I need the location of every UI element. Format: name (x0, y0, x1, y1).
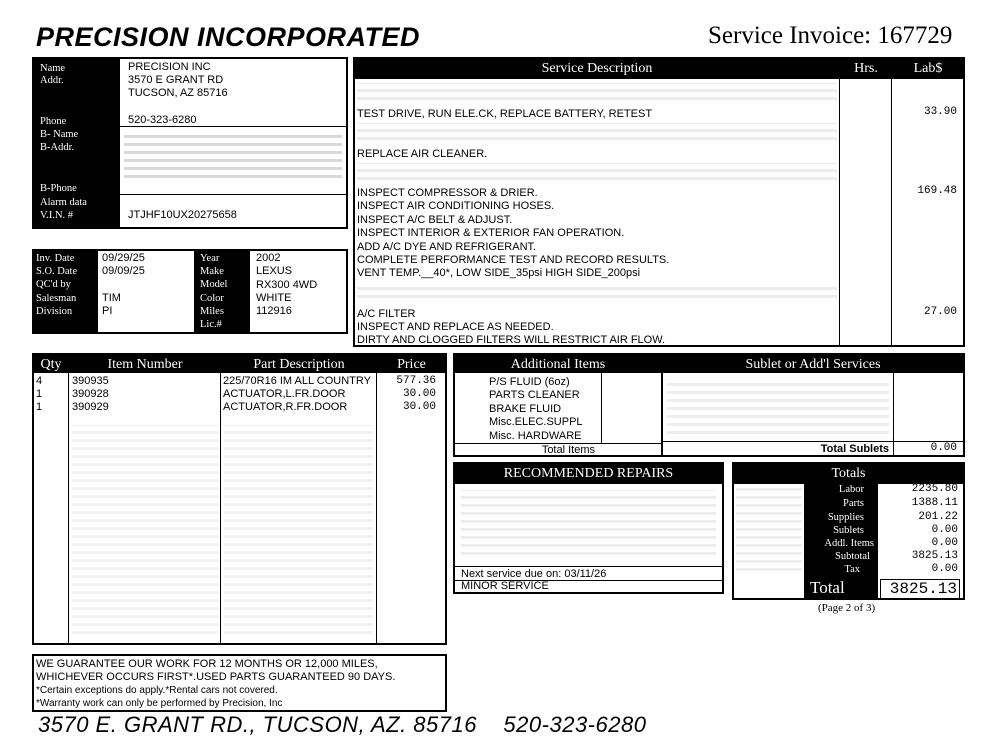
division: PI (102, 305, 113, 317)
service-header (355, 59, 963, 79)
parts-header (34, 355, 445, 373)
customer-addr1: 3570 E GRANT RD (128, 74, 224, 86)
next-service: Next service due on: 03/11/26 (461, 568, 607, 580)
recommended-box (453, 462, 724, 594)
service-line: A/C FILTER (357, 308, 416, 320)
service-lab: 33.90 (923, 106, 957, 118)
label-name: Name (40, 63, 66, 74)
vehicle-model: RX300 4WD (256, 279, 318, 291)
totals-label: Supplies (827, 512, 864, 523)
company-name: PRECISION INCORPORATED (36, 22, 421, 52)
label-lic: Lic.# (200, 319, 222, 330)
additional-item: P/S FLUID (6oz) (489, 376, 570, 388)
service-line: INSPECT A/C BELT & ADJUST. (357, 214, 513, 226)
parts-header-price: Price (397, 357, 426, 372)
totals-label: Subtotal (834, 551, 870, 562)
customer-label-column (34, 59, 120, 227)
label-bphone: B-Phone (40, 183, 77, 194)
service-lab: 169.48 (917, 185, 957, 197)
totals-box (732, 462, 965, 600)
label-addr: Addr. (40, 75, 64, 86)
vehicle-miles: 112916 (256, 305, 292, 317)
parts-price: 30.00 (402, 401, 436, 413)
service-line: TEST DRIVE, RUN ELE.CK, REPLACE BATTERY, RETEST (357, 108, 653, 120)
warranty-line: WHICHEVER OCCURS FIRST*.USED PARTS GUARANTEED 90 DAYS. (36, 671, 396, 683)
parts-qty: 1 (36, 388, 43, 400)
service-lab: 27.00 (923, 306, 957, 318)
parts-item: 390928 (72, 388, 109, 400)
total-sublets-label: Total Sublets (820, 443, 889, 455)
label-color: Color (200, 293, 224, 304)
label-division: Division (36, 306, 73, 317)
label-phone: Phone (40, 116, 67, 127)
parts-desc: ACTUATOR,L.FR.DOOR (223, 388, 346, 400)
parts-header-item: Item Number (107, 357, 183, 372)
parts-price: 577.36 (396, 375, 436, 387)
parts-qty: 1 (36, 401, 43, 413)
parts-qty: 4 (36, 375, 43, 387)
dates-label-column (34, 251, 98, 332)
parts-header-qty: Qty (40, 357, 62, 372)
parts-box (32, 353, 447, 645)
label-alarm: Alarm data (40, 197, 87, 208)
warranty-line: WE GUARANTEE OUR WORK FOR 12 MONTHS OR 12,000 MILES, (36, 658, 378, 670)
service-line: VENT TEMP.__40*, LOW SIDE_35psi HIGH SIDE_200psi (357, 267, 641, 279)
service-line: INSPECT INTERIOR & EXTERIOR FAN OPERATION. (357, 227, 625, 239)
additional-item: PARTS CLEANER (489, 389, 580, 401)
vehicle-make: LEXUS (256, 265, 293, 277)
service-header-hrs: Hrs. (854, 61, 878, 76)
parts-item: 390935 (72, 375, 109, 387)
page-label: (Page 2 of 3) (818, 602, 876, 614)
label-baddr: B-Addr. (40, 142, 75, 153)
grand-total-value: 3825.13 (880, 579, 960, 599)
service-type: MINOR SERVICE (461, 580, 549, 592)
label-year: Year (200, 253, 220, 264)
parts-header-desc: Part Description (253, 357, 345, 372)
inv-date: 09/29/25 (102, 252, 145, 264)
totals-value: 2235.80 (911, 483, 958, 495)
totals-value: 201.22 (918, 511, 958, 523)
totals-value: 0.00 (931, 537, 958, 549)
totals-label: Tax (844, 564, 860, 575)
customer-vin: JTJHF10UX20275658 (128, 209, 237, 221)
label-qc: QC'd by (36, 279, 71, 290)
additional-header: Additional Items (510, 357, 606, 372)
billing-redacted (124, 131, 342, 183)
service-line: INSPECT AND REPLACE AS NEEDED. (357, 321, 554, 333)
vehicle-box (32, 249, 348, 334)
totals-value: 0.00 (931, 524, 958, 536)
service-header-lab: Lab$ (913, 61, 943, 76)
label-vin: V.I.N. # (40, 210, 74, 221)
totals-label: Addl. Items (824, 538, 874, 549)
totals-header: Totals (734, 464, 963, 484)
additional-header-bar (455, 355, 963, 373)
service-header-desc: Service Description (541, 61, 653, 76)
label-bname: B- Name (40, 129, 79, 140)
vehicle-year: 2002 (256, 252, 281, 264)
service-line: COMPLETE PERFORMANCE TEST AND RECORD RESULTS. (357, 254, 670, 266)
vehicle-label-column (194, 251, 250, 332)
service-line: ADD A/C DYE AND REFRIGERANT. (357, 241, 537, 253)
parts-price: 30.00 (402, 388, 436, 400)
label-salesman: Salesman (36, 293, 77, 304)
totals-label: Parts (843, 498, 864, 509)
additional-item: BRAKE FLUID (489, 403, 562, 415)
additional-item: Misc.ELEC.SUPPL (489, 416, 583, 428)
footer-address: 3570 E. GRANT RD., TUCSON, AZ. 85716 520-323-6280 (38, 712, 647, 737)
parts-item: 390929 (72, 401, 109, 413)
totals-label: Sublets (833, 525, 864, 536)
customer-phone: 520-323-6280 (128, 114, 197, 126)
invoice-title: Service Invoice: 167729 (708, 22, 953, 49)
sublet-header: Sublet or Add'l Services (745, 357, 881, 372)
total-items-label: Total Items (541, 444, 595, 456)
label-so-date: S.O. Date (36, 266, 78, 277)
warranty-line: *Warranty work can only be performed by Precision, Inc (36, 698, 283, 709)
service-line: DIRTY AND CLOGGED FILTERS WILL RESTRICT AIR FLOW. (357, 334, 666, 346)
service-line: INSPECT AIR CONDITIONING HOSES. (357, 200, 555, 212)
label-model: Model (200, 279, 228, 290)
grand-total-label: Total (810, 578, 845, 597)
service-line: INSPECT COMPRESSOR & DRIER. (357, 187, 538, 199)
customer-addr2: TUCSON, AZ 85716 (128, 87, 228, 99)
so-date: 09/09/25 (102, 265, 145, 277)
label-make: Make (200, 266, 224, 277)
recommended-header: RECOMMENDED REPAIRS (455, 464, 722, 484)
customer-box (32, 57, 348, 229)
service-line: REPLACE AIR CLEANER. (357, 148, 488, 160)
totals-value: 3825.13 (911, 550, 958, 562)
additional-box (453, 353, 965, 457)
totals-label: Labor (838, 484, 864, 495)
parts-desc: 225/70R16 IM ALL COUNTRY (223, 375, 371, 387)
totals-value: 0.00 (931, 563, 958, 575)
warranty-box (32, 654, 447, 712)
customer-name: PRECISION INC (128, 61, 211, 73)
totals-value: 1388.11 (911, 497, 958, 509)
service-box (353, 57, 965, 347)
vehicle-color: WHITE (256, 292, 292, 304)
label-miles: Miles (200, 306, 224, 317)
total-sublets-value: 0.00 (930, 442, 957, 454)
warranty-line: *Certain exceptions do apply.*Rental cars not covered. (36, 685, 278, 696)
salesman: TIM (102, 292, 121, 304)
label-inv-date: Inv. Date (36, 253, 75, 264)
parts-desc: ACTUATOR,R.FR.DOOR (223, 401, 348, 413)
additional-item: Misc. HARDWARE (489, 430, 582, 442)
